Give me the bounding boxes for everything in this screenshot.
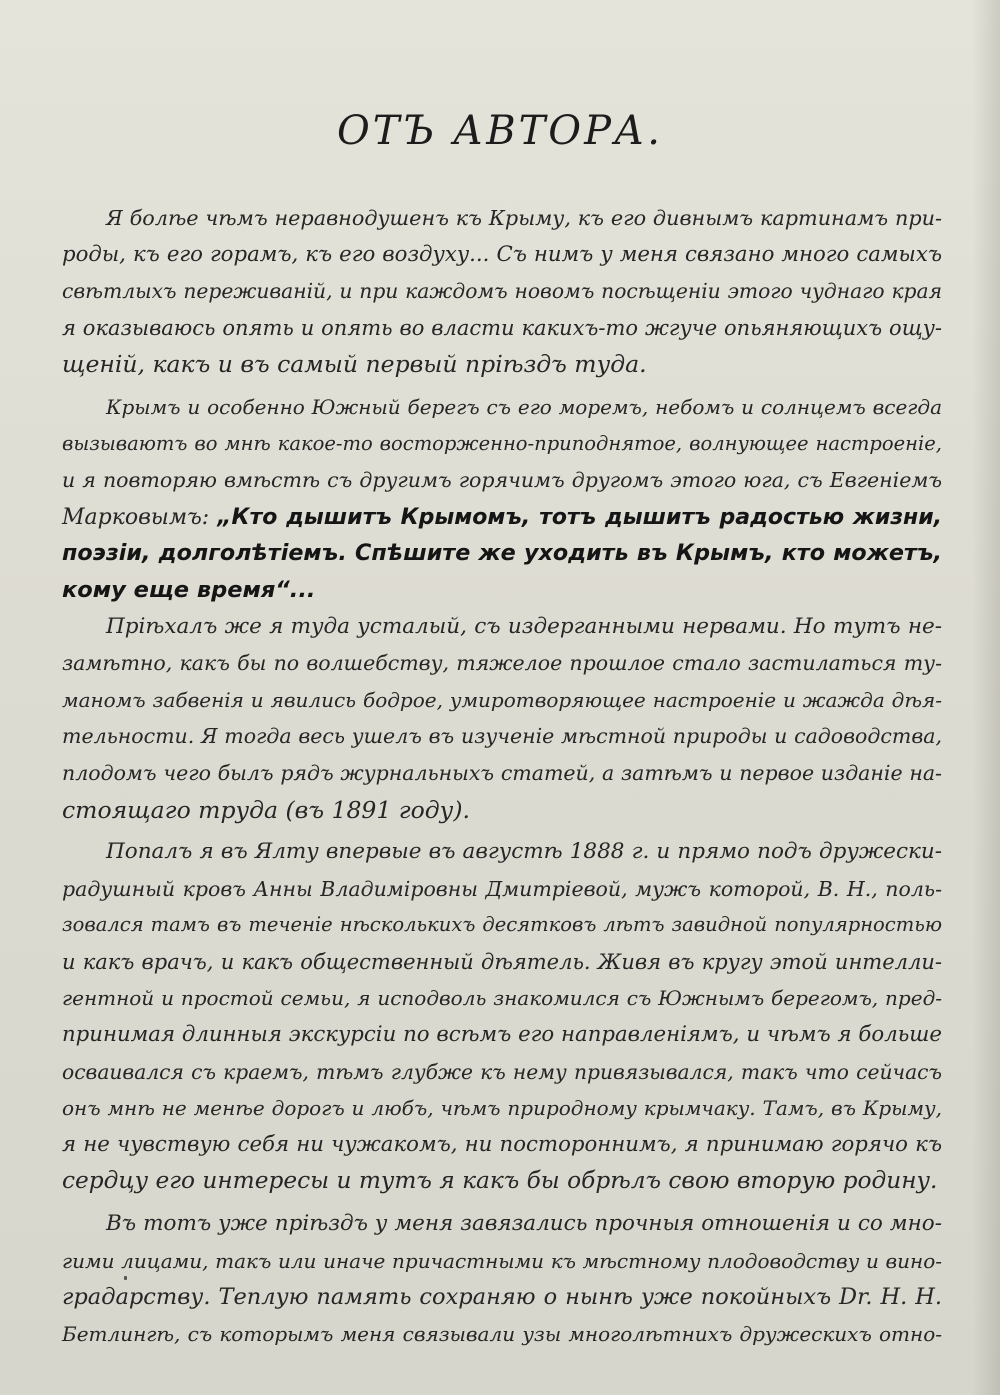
- body-text: [62, 200, 942, 1352]
- text-line: гентной и простой семьи, я исподволь знакомился съ Южнымъ берегомъ, пред-: [62, 986, 942, 1011]
- text-line: Попалъ я въ Ялту впервые въ августѣ 1888 г. и прямо подъ дружески-: [106, 839, 942, 865]
- quote-text: „Кто дышитъ Крымомъ, тотъ дышитъ радостью жизни,: [217, 504, 943, 530]
- text-line: сердцу его интересы и тутъ я какъ бы обрѣлъ свою вторую родину.: [62, 1167, 938, 1195]
- text-line: тельности. Я тогда весь ушелъ въ изученіе мѣстной природы и садоводства,: [62, 724, 942, 749]
- page-edge-shadow: [972, 0, 1000, 1395]
- text-line: принимая длинныя экскурсіи по всѣмъ его направленіямъ, и чѣмъ я больше: [62, 1022, 942, 1048]
- text-line: радушный кровъ Анны Владиміровны Дмитріевой, мужъ которой, В. Н., поль-: [62, 876, 942, 901]
- page-title: ОТЪ АВТОРА.: [336, 108, 664, 154]
- text-line: вызываютъ во мнѣ какое-то восторженно-приподнятое, волнующее настроеніе,: [62, 431, 942, 455]
- text-line: Въ тотъ уже пріѣздъ у меня завязались прочныя отношенія и со мно-: [106, 1211, 942, 1237]
- text-line: зовался тамъ въ теченіе нѣсколькихъ десятковъ лѣтъ завидной популярностью: [62, 913, 942, 937]
- text-line: осваивался съ краемъ, тѣмъ глубже къ нему привязывался, такъ что сейчасъ: [62, 1059, 942, 1084]
- ink-speck: [124, 1276, 127, 1280]
- text-line: маномъ забвенія и явились бодрое, умиротворяющее настроеніе и жажда дѣя-: [62, 687, 942, 712]
- text-line: и какъ врачъ, и какъ общественный дѣятель. Живя въ кругу этой интелли-: [62, 949, 942, 974]
- text-line: стоящаго труда (въ 1891 году).: [62, 795, 470, 824]
- text-line: Пріѣхалъ же я туда усталый, съ издерганными нервами. Но тутъ не-: [106, 613, 942, 639]
- text-line: роды, къ его горамъ, къ его воздуху... Съ нимъ у меня связано много самыхъ: [62, 241, 942, 267]
- text-line: плодомъ чего былъ рядъ журнальныхъ статей, а затѣмъ и первое изданіе на-: [62, 760, 942, 785]
- text-line: Я болѣе чѣмъ неравнодушенъ къ Крыму, къ его дивнымъ картинамъ при-: [106, 206, 942, 230]
- text-line: [62, 499, 942, 536]
- text-line: градарству. Теплую память сохраняю о нынѣ уже покойныхъ Dr. Н. Н.: [62, 1284, 942, 1311]
- quote-text: поэзіи, долголѣтіемъ. Спѣшите же уходить въ Крымъ, кто можетъ,: [62, 540, 942, 567]
- text-line: я не чувствую себя ни чужакомъ, ни постороннимъ, я принимаю горячо къ: [62, 1131, 942, 1157]
- text-line: я оказываюсь опять и опять во власти какихъ-то жгуче опьяняющихъ ощу-: [62, 315, 942, 340]
- text-line: гими лицами, такъ или иначе причастными къ мѣстному плодоводству и вино-: [62, 1248, 942, 1273]
- text-line-start: Марковымъ:: [62, 504, 218, 530]
- text-line: и я повторяю вмѣстѣ съ другимъ горячимъ другомъ этого юга, съ Евгеніемъ: [62, 468, 942, 493]
- text-line: Крымъ и особенно Южный берегъ съ его моремъ, небомъ и солнцемъ всегда: [106, 394, 942, 419]
- text-line: онъ мнѣ не менѣе дорогъ и любъ, чѣмъ природному крымчаку. Тамъ, въ Крыму,: [62, 1096, 942, 1121]
- text-line: щеній, какъ и въ самый первый пріѣздъ туда.: [62, 350, 647, 379]
- text-line: свѣтлыхъ переживаній, и при каждомъ новомъ посѣщеніи этого чуднаго края: [62, 279, 942, 304]
- text-line: замѣтно, какъ бы по волшебству, тяжелое прошлое стало застилаться ту-: [62, 651, 942, 676]
- quote-text: кому еще время“...: [62, 576, 316, 603]
- text-line: Бетлингѣ, съ которымъ меня связывали узы многолѣтнихъ дружескихъ отно-: [62, 1321, 942, 1346]
